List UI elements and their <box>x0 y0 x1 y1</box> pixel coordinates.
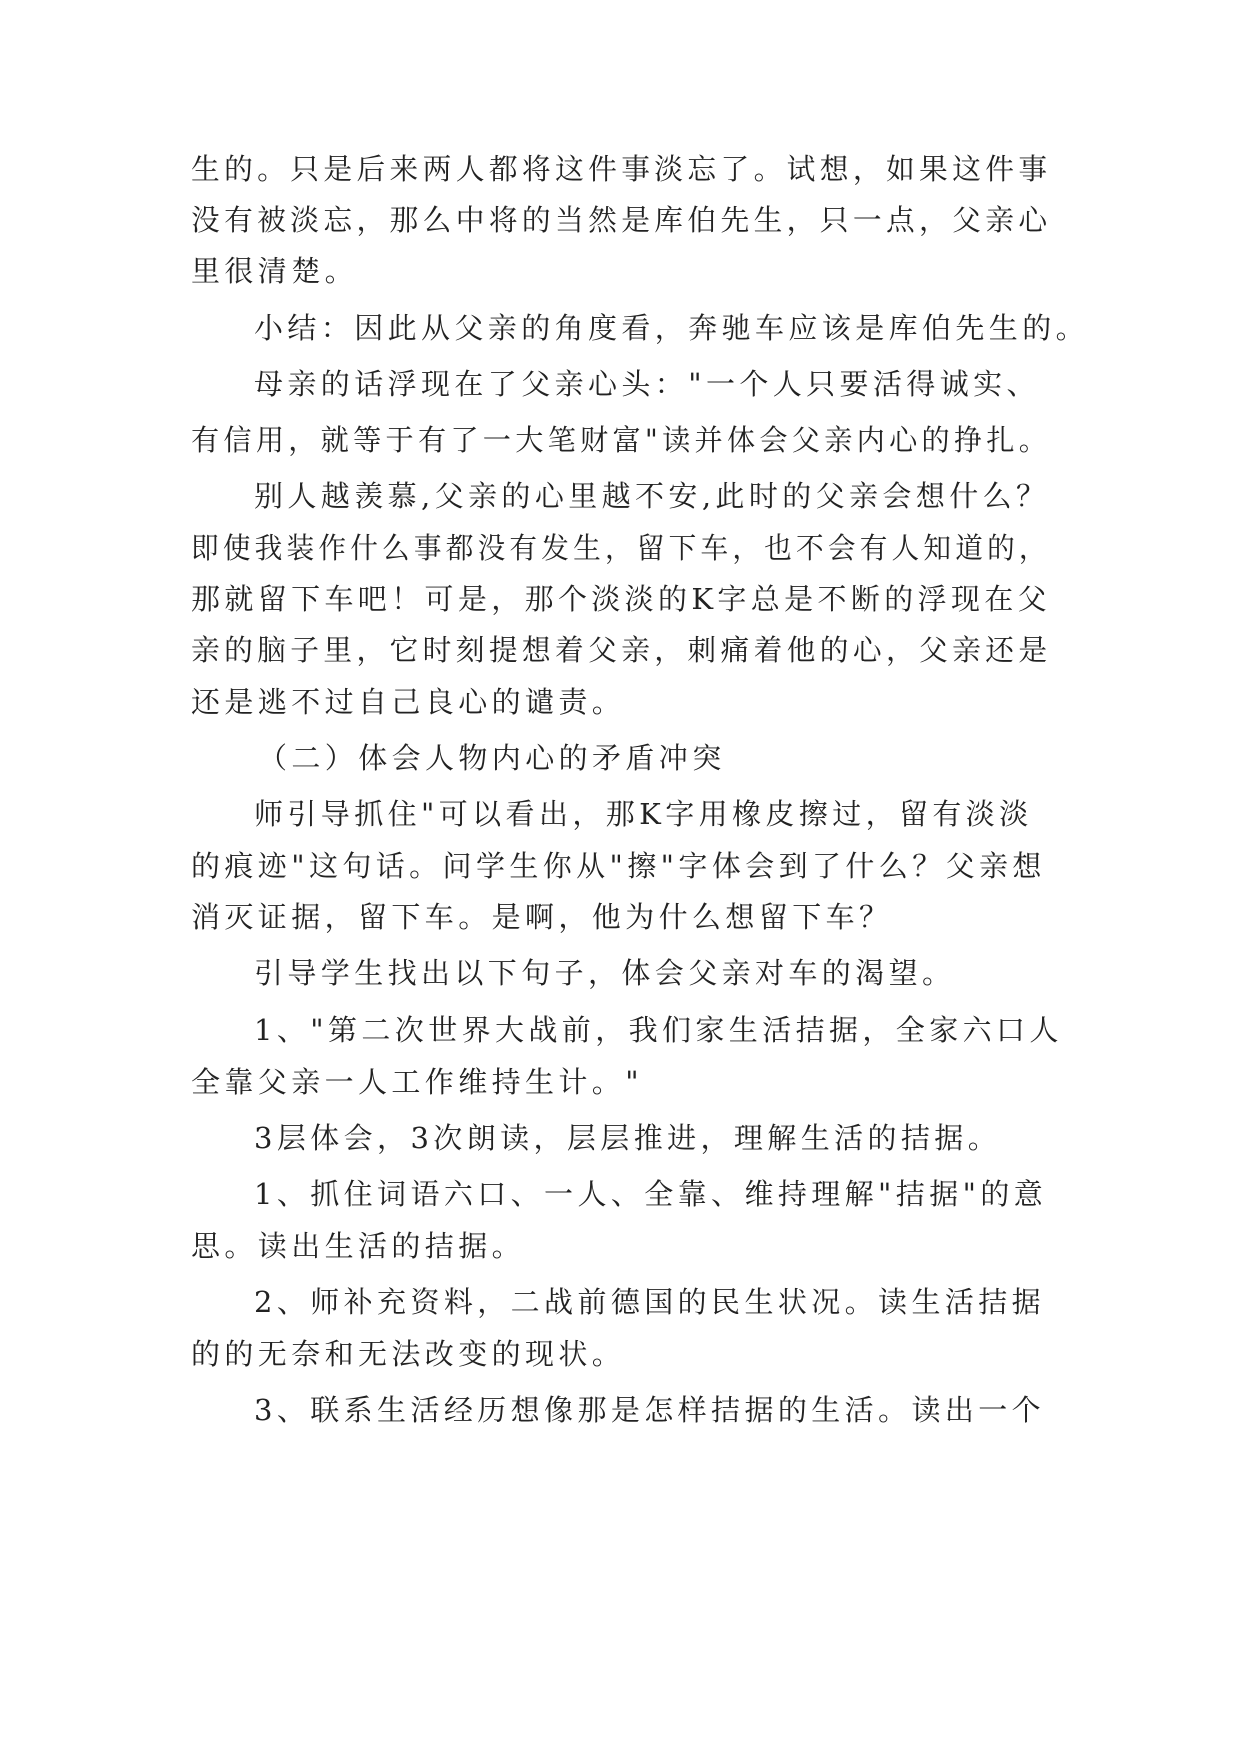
section-heading: （二）体会人物内心的矛盾冲突 <box>258 741 726 775</box>
text-line: 消灭证据，留下车。是啊，他为什么想留下车？ <box>191 900 893 934</box>
text-line: 别人越羡慕,父亲的心里越不安,此时的父亲会想什么？ <box>254 479 1050 513</box>
text-line: 2、师补充资料，二战前德国的民生状况。读生活拮据 <box>254 1285 1046 1319</box>
text-line: 的痕迹"这句话。问学生你从"擦"字体会到了什么？父亲想 <box>191 849 1046 883</box>
text-line: 即使我装作什么事都没有发生，留下车，也不会有人知道的， <box>191 531 1051 565</box>
text-line: 小结：因此从父亲的角度看，奔驰车应该是库伯先生的。 <box>254 311 1090 345</box>
text-line: 母亲的话浮现在了父亲心头："一个人只要活得诚实、 <box>254 367 1040 401</box>
text-line: 里很清楚。 <box>191 254 359 288</box>
text-line: 生的。只是后来两人都将这件事淡忘了。试想，如果这件事 <box>191 152 1052 186</box>
text-line: 3层体会，3次朗读，层层推进，理解生活的拮据。 <box>254 1121 1002 1155</box>
text-line: 全靠父亲一人工作维持生计。" <box>191 1065 643 1099</box>
text-line: 那就留下车吧！可是，那个淡淡的K字总是不断的浮现在父 <box>191 582 1052 616</box>
text-line: 3、联系生活经历想像那是怎样拮据的生活。读出一个 <box>254 1393 1046 1427</box>
text-line: 没有被淡忘，那么中将的当然是库伯先生，只一点，父亲心 <box>191 203 1052 237</box>
text-line: 有信用，就等于有了一大笔财富"读并体会父亲内心的挣扎。 <box>191 423 1052 457</box>
text-line: 思。读出生活的拮据。 <box>191 1229 526 1263</box>
text-line: 1、"第二次世界大战前，我们家生活拮据，全家六口人 <box>254 1013 1063 1047</box>
text-line: 1、抓住词语六口、一人、全靠、维持理解"拮据"的意 <box>254 1177 1048 1211</box>
text-line: 师引导抓住"可以看出，那K字用橡皮擦过，留有淡淡 <box>254 797 1033 831</box>
text-line: 的的无奈和无法改变的现状。 <box>191 1337 626 1371</box>
text-line: 亲的脑子里，它时刻提想着父亲，刺痛着他的心，父亲还是 <box>191 633 1052 667</box>
text-line: 还是逃不过自己良心的谴责。 <box>191 685 626 719</box>
text-line: 引导学生找出以下句子，体会父亲对车的渴望。 <box>254 956 956 990</box>
